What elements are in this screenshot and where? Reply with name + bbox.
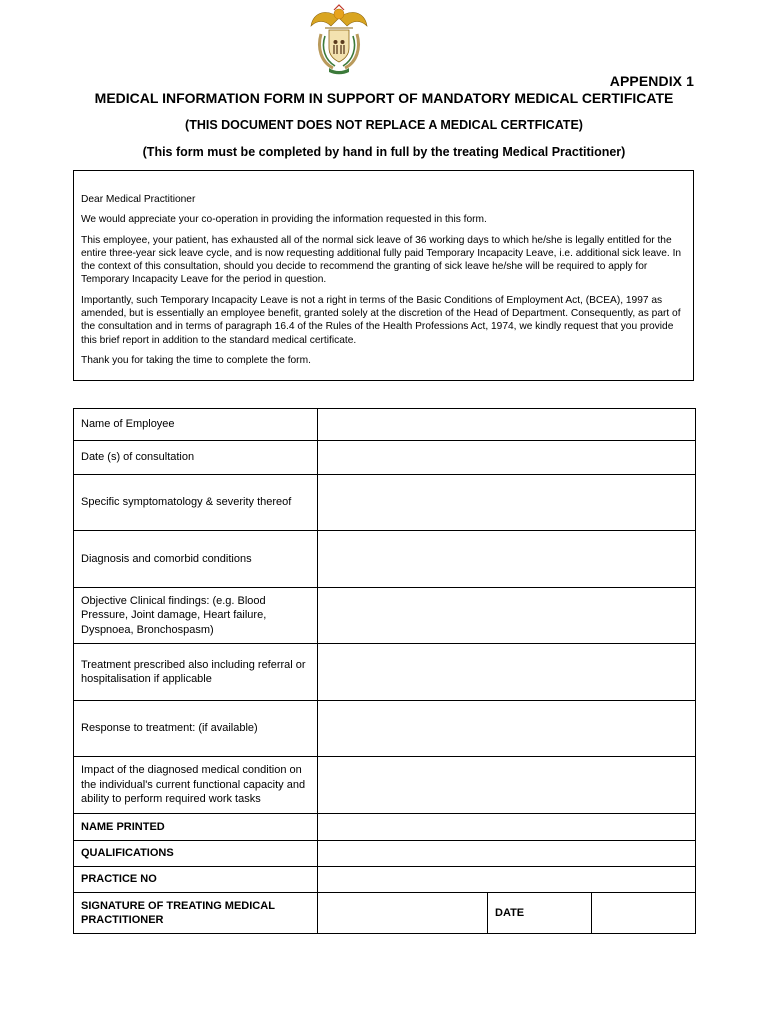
form-title: MEDICAL INFORMATION FORM IN SUPPORT OF MANDATORY MEDICAL CERTIFICATE (94, 90, 674, 106)
letter-salutation: Dear Medical Practitioner (81, 194, 196, 205)
date-field[interactable] (592, 893, 696, 934)
row-label-symptomatology: Specific symptomatology & severity thereof (74, 475, 318, 531)
table-row (74, 893, 696, 934)
practice-no-field[interactable] (318, 867, 696, 893)
table-row (74, 814, 696, 841)
row-label-practice-no: PRACTICE NO (74, 867, 318, 893)
clinical-findings-field[interactable] (318, 588, 696, 644)
name-of-employee-field[interactable] (318, 409, 696, 441)
row-label-consultation-dates: Date (s) of consultation (74, 441, 318, 475)
table-row (74, 841, 696, 867)
row-label-impact: Impact of the diagnosed medical condition on the individual's current functional capacity and ability to perform required work tasks (74, 757, 318, 814)
row-label-name-of-employee: Name of Employee (74, 409, 318, 441)
appendix-label: APPENDIX 1 (609, 73, 694, 89)
consultation-dates-field[interactable] (318, 441, 696, 475)
row-label-signature: SIGNATURE OF TREATING MEDICAL PRACTITIONER (74, 893, 318, 934)
row-label-name-printed: NAME PRINTED (74, 814, 318, 841)
form-instruction: (This form must be completed by hand in full by the treating Medical Practitioner) (142, 145, 626, 159)
date-label: DATE (488, 893, 592, 934)
treatment-field[interactable] (318, 644, 696, 701)
qualifications-field[interactable] (318, 841, 696, 867)
table-row (74, 867, 696, 893)
row-label-treatment: Treatment prescribed also including referral or hospitalisation if applicable (74, 644, 318, 701)
table-row (74, 588, 696, 644)
symptomatology-field[interactable] (318, 475, 696, 531)
letter-paragraph-1: We would appreciate your co-operation in providing the information requested in this form. (81, 214, 487, 226)
letter-paragraph-4: Thank you for taking the time to complete the form. (81, 354, 311, 366)
letter-paragraph-2: This employee, your patient, has exhausted all of the normal sick leave of 36 working days to which he/she is legally entitled for the entire three-year sick leave cycle, and is now requesting additional fully paid Temporary Incapacity Leave, i.e. additional sick leave. In the context of this consultation, should you decide to recommend the granting of sick leave he/she will be required to apply for Temporary Incapacity Leave for the period in question. (81, 234, 682, 286)
row-label-response: Response to treatment: (if available) (74, 701, 318, 757)
row-label-clinical-findings: Objective Clinical findings: (e.g. Blood Pressure, Joint damage, Heart failure, Dyspnoea, Bronchospasm) (74, 588, 318, 644)
row-label-qualifications: QUALIFICATIONS (74, 841, 318, 867)
coat-of-arms-logo (307, 4, 371, 76)
impact-field[interactable] (318, 757, 696, 814)
table-row (74, 701, 696, 757)
medical-information-table (73, 408, 696, 934)
table-row (74, 531, 696, 588)
table-row (74, 644, 696, 701)
signature-field[interactable] (318, 893, 488, 934)
letter-box (73, 170, 694, 381)
table-row (74, 757, 696, 814)
table-row (74, 441, 696, 475)
response-field[interactable] (318, 701, 696, 757)
table-row (74, 475, 696, 531)
row-label-diagnosis: Diagnosis and comorbid conditions (74, 531, 318, 588)
letter-paragraph-3: Importantly, such Temporary Incapacity Leave is not a right in terms of the Basic Conditions of Employment Act, (BCEA), 1997 as amended, but is essentially an employee benefit, granted solely at the discretion of the Head of Department. Consequently, as part of the consultation and in terms of paragraph 16.4 of the Rules of the Health Professions Act, 1974, we kindly request that you provide this brief report in addition to the standard medical certificate. (81, 294, 681, 346)
diagnosis-field[interactable] (318, 531, 696, 588)
form-subtitle: (THIS DOCUMENT DOES NOT REPLACE A MEDICAL CERTFICATE) (185, 118, 583, 132)
table-row (74, 409, 696, 441)
name-printed-field[interactable] (318, 814, 696, 841)
